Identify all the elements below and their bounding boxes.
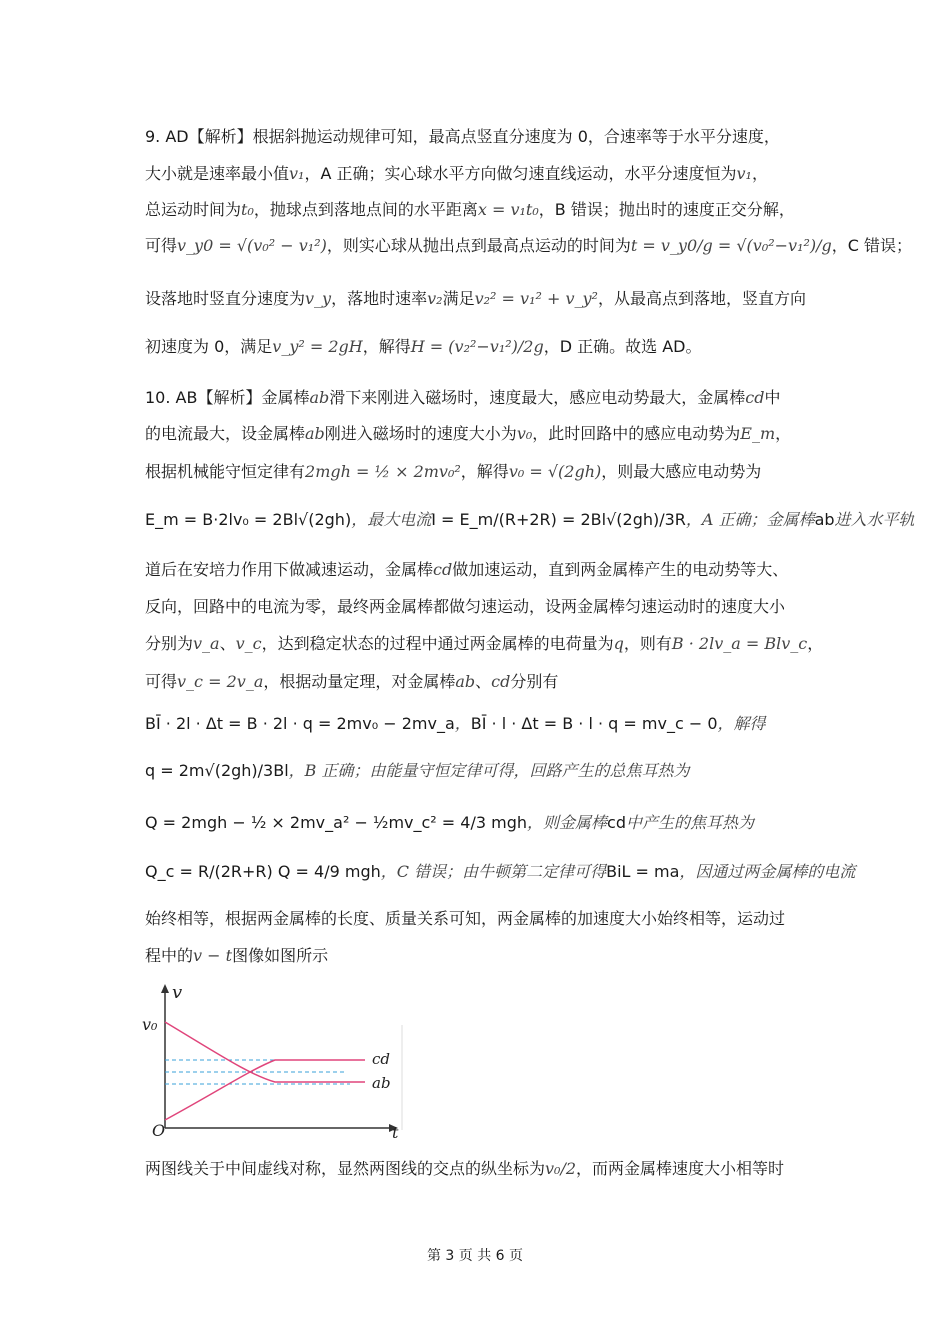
text-segment: 中 [764, 388, 781, 407]
text-segment: cd [607, 813, 626, 832]
text-line [145, 558, 815, 582]
math-expression: B · 2lv_a = Blv_c [671, 634, 808, 653]
text-line [145, 632, 824, 656]
math-expression: ，解得 [717, 714, 766, 733]
text-segment: ，解得 [460, 462, 509, 481]
math-expression: ，则金属棒 [527, 813, 608, 832]
math-expression: v − t [193, 946, 233, 965]
math-expression: ab [309, 388, 330, 407]
text-segment: ，A 正确；实心球水平方向做匀速直线运动，水平分速度恒为 [304, 164, 737, 183]
text-line [145, 335, 815, 359]
text-segment: 大小就是速率最小值 [145, 164, 290, 183]
text-segment: 分别为 [145, 634, 194, 653]
text-line [145, 1157, 815, 1181]
curve-cd [165, 1060, 365, 1120]
text-segment: 初速度为 0，满足 [145, 337, 273, 356]
text-segment: 两图线关于中间虚线对称，显然两图线的交点的纵坐标为 [145, 1159, 546, 1178]
text-segment: 分别有 [510, 672, 559, 691]
math-expression: cd [433, 560, 453, 579]
text-segment: 9. AD【解析】根据斜抛运动规律可知，最高点竖直分速度为 0，合速率等于水平分速度， [145, 127, 780, 146]
text-segment: 刚进入磁场时的速度大小为 [324, 424, 517, 443]
text-segment: 的电流最大，设金属棒 [145, 424, 306, 443]
math-expression: t₀ [241, 200, 254, 219]
text-segment: ，抛球点到落地点间的水平距离 [253, 200, 478, 219]
x-axis-label: t [392, 1123, 399, 1142]
v0-label: v₀ [142, 1015, 158, 1034]
text-segment: 道后在安培力作用下做减速运动，金属棒 [145, 560, 434, 579]
text-line [145, 944, 815, 968]
math-expression: H = (v₂²−v₁²)/2g [410, 337, 544, 356]
math-expression: ，C 错误；由牛顿第二定律可得 [380, 862, 607, 881]
math-expression: ab [305, 424, 325, 443]
text-segment: 设落地时竖直分速度为 [145, 289, 306, 308]
text-segment: 程中的 [145, 946, 194, 965]
text-segment: BiL = ma [606, 862, 680, 881]
text-segment: ，D 正确。故选 AD。 [543, 337, 702, 356]
text-segment: 根据机械能守恒定律有 [145, 462, 306, 481]
math-expression: v₀ = √(2gh) [508, 462, 602, 481]
text-line [145, 125, 815, 149]
text-segment: ，则最大感应电动势为 [601, 462, 762, 481]
text-segment: ，C 错误； [831, 236, 913, 255]
math-expression: ，A 正确；金属棒 [685, 510, 815, 529]
math-expression: v_c = 2v_a [177, 672, 264, 691]
text-segment: 滑下来刚进入磁场时，速度最大，感应电动势最大，金属棒 [329, 388, 746, 407]
text-line [145, 508, 915, 532]
text-segment: 可得 [145, 672, 178, 691]
math-expression: cd [745, 388, 765, 407]
text-segment: ab [814, 510, 835, 529]
math-expression: v₂ [427, 289, 443, 308]
text-segment: ，根据动量定理，对金属棒 [263, 672, 456, 691]
math-expression: cd [491, 672, 511, 691]
text-line [145, 287, 815, 311]
v-t-graph [140, 980, 420, 1140]
text-line [145, 759, 815, 783]
text-line [145, 595, 815, 619]
math-expression: q [613, 634, 624, 653]
page-footer: 第 3 页 共 6 页 [426, 1248, 524, 1264]
text-line [145, 422, 815, 446]
text-segment: Q = 2mgh − ½ × 2mv_a² − ½mv_c² = 4/3 mgh [145, 813, 527, 832]
text-segment: ，而两金属棒速度大小相等时 [576, 1159, 785, 1178]
text-segment: ，从最高点到落地，竖直方向 [597, 289, 806, 308]
text-segment: 图像如图所示 [232, 946, 329, 965]
text-segment: 、 [475, 672, 492, 691]
text-segment: 10. AB【解析】金属棒 [145, 388, 310, 407]
text-segment: BĪ · l · Δt = B · l · q = mv_c − 0 [470, 714, 718, 733]
math-expression: v_y [305, 289, 332, 308]
math-expression: E_m [740, 424, 776, 443]
text-segment: 总运动时间为 [145, 200, 242, 219]
text-segment: 可得 [145, 236, 178, 255]
text-segment: ， [751, 164, 768, 183]
text-segment: ，则实心球从抛出点到最高点运动的时间为 [326, 236, 631, 255]
text-segment: 满足 [442, 289, 475, 308]
math-expression: v_y² = 2gH [272, 337, 363, 356]
text-line [145, 386, 815, 410]
text-segment: ，落地时速率 [331, 289, 428, 308]
text-segment: ，达到稳定状态的过程中通过两金属棒的电荷量为 [261, 634, 614, 653]
text-segment: 、 [219, 634, 236, 653]
text-segment: ，B 错误；抛出时的速度正交分解， [538, 200, 795, 219]
math-expression: ab [455, 672, 476, 691]
text-line [145, 811, 815, 835]
math-expression: ， [454, 714, 471, 733]
math-expression: 2mgh = ½ × 2mv₀² [305, 462, 461, 481]
text-segment: 做加速运动，直到两金属棒产生的电动势等大、 [452, 560, 789, 579]
math-expression: v_y0 = √(v₀² − v₁²) [177, 236, 327, 255]
curve-cd-label: cd [372, 1050, 391, 1068]
text-segment: ，解得 [362, 337, 411, 356]
math-expression: v₁ [289, 164, 305, 183]
text-line [145, 234, 913, 258]
math-expression: v_a [193, 634, 220, 653]
math-expression: v_c [235, 634, 262, 653]
math-expression: x = v₁t₀ [477, 200, 539, 219]
math-expression: ，最大电流 [351, 510, 432, 529]
math-expression: 进入水平轨 [834, 510, 915, 529]
curve-ab [165, 1022, 365, 1082]
text-segment: 始终相等，根据两金属棒的长度、质量关系可知，两金属棒的加速度大小始终相等，运动过 [145, 909, 786, 928]
math-expression: t = v_y0/g = √(v₀²−v₁²)/g [630, 236, 832, 255]
math-expression: v₂² = v₁² + v_y² [474, 289, 598, 308]
text-line [145, 712, 815, 736]
math-expression: v₀ [516, 424, 533, 443]
y-axis-label: v [172, 982, 183, 1003]
curve-ab-label: ab [372, 1074, 391, 1092]
math-expression: ，B 正确；由能量守恒定律可得，回路产生的总焦耳热为 [288, 761, 690, 780]
text-segment: Q_c = R/(2R+R) Q = 4/9 mgh [145, 862, 381, 881]
text-segment: I = E_m/(R+2R) = 2Bl√(2gh)/3R [431, 510, 686, 529]
math-expression: v₀/2 [545, 1159, 577, 1178]
text-segment: BĪ · 2l · Δt = B · 2l · q = 2mv₀ − 2mv_a [145, 714, 455, 733]
origin-label: O [152, 1121, 166, 1140]
text-line [145, 860, 856, 884]
text-line [145, 198, 815, 222]
text-segment: ， [775, 424, 792, 443]
math-expression: v₁ [736, 164, 752, 183]
text-segment: ，此时回路中的感应电动势为 [532, 424, 741, 443]
text-segment: ，则有 [623, 634, 672, 653]
text-line [145, 162, 815, 186]
text-segment: q = 2m√(2gh)/3Bl [145, 761, 289, 780]
text-segment: ， [807, 634, 824, 653]
text-segment: 反向，回路中的电流为零，最终两金属棒都做匀速运动，设两金属棒匀速运动时的速度大小 [145, 597, 786, 616]
text-line [145, 460, 815, 484]
math-expression: 中产生的焦耳热为 [625, 813, 754, 832]
text-line [145, 907, 815, 931]
math-expression: ，因通过两金属棒的电流 [679, 862, 856, 881]
y-axis-arrow [161, 984, 169, 993]
text-segment: E_m = B·2lv₀ = 2Bl√(2gh) [145, 510, 352, 529]
text-line [145, 670, 815, 694]
